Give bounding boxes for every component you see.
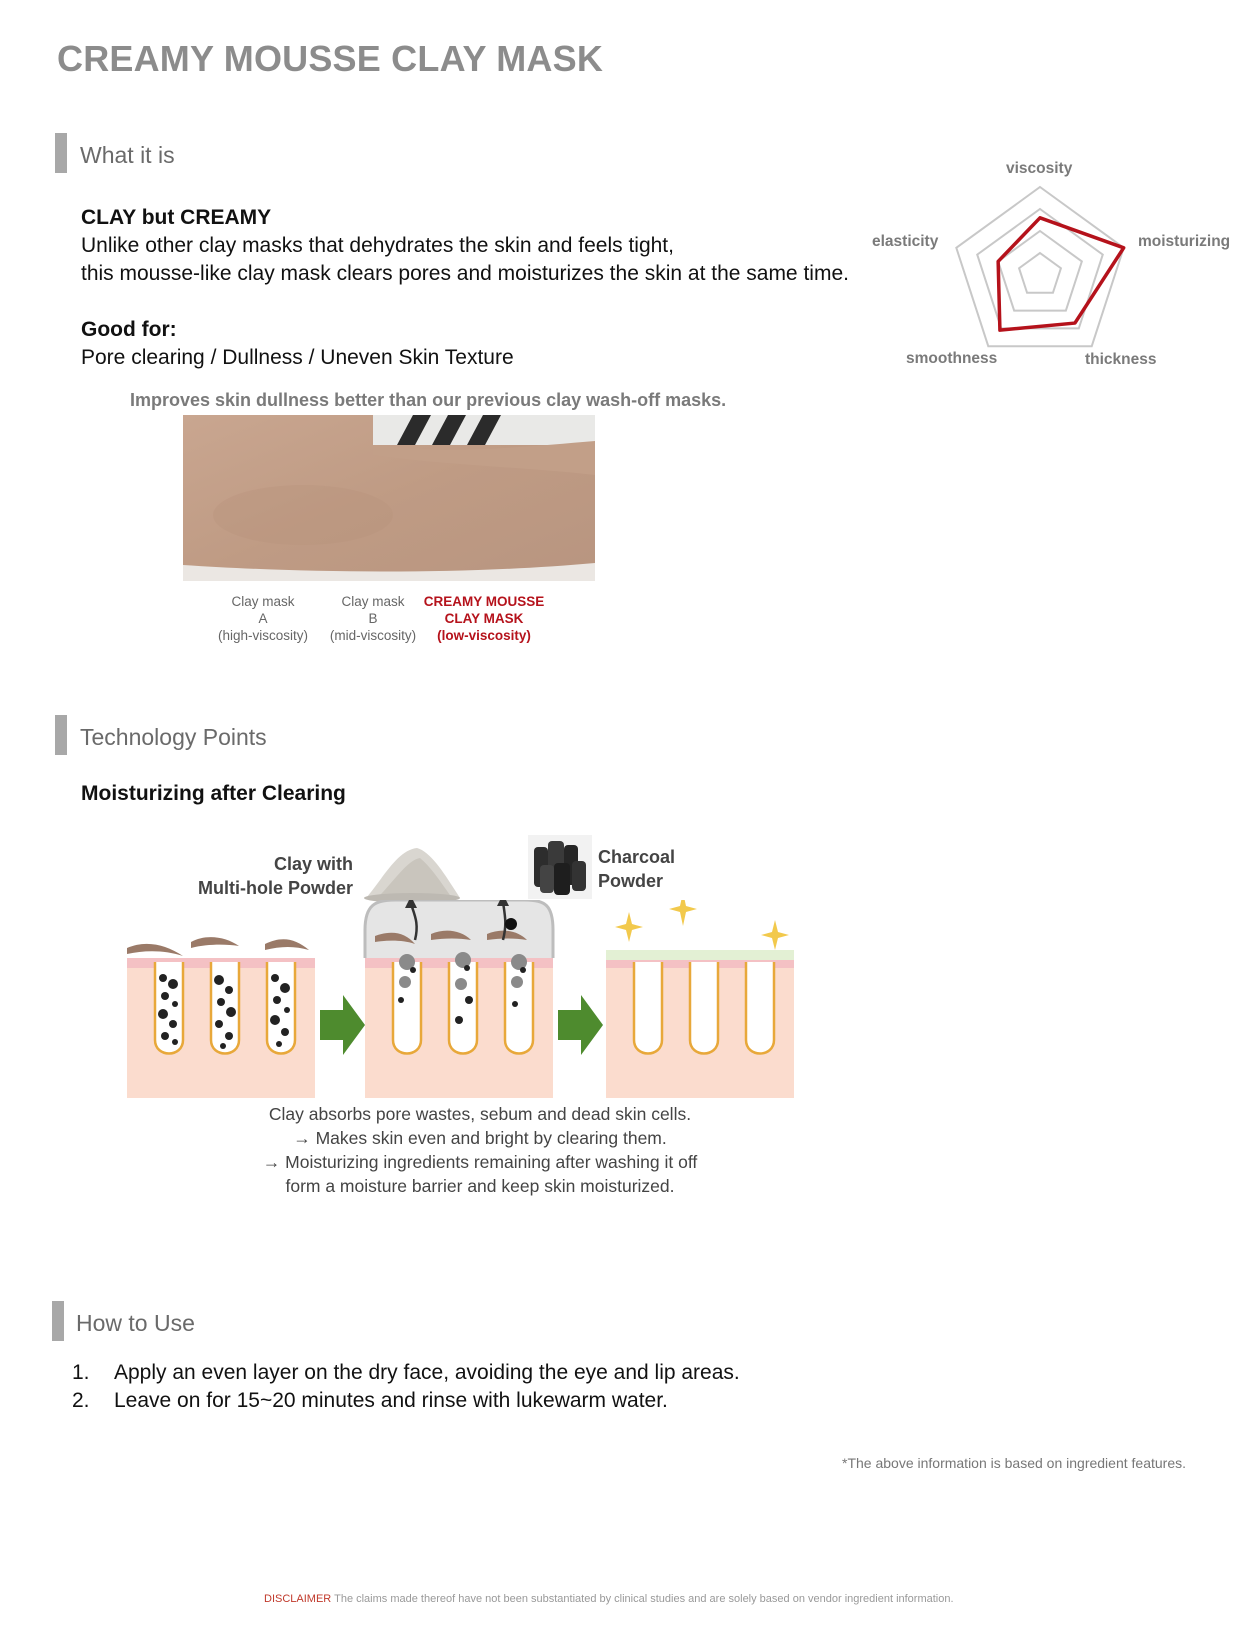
radar-chart (940, 180, 1140, 360)
radar-grid-level-2 (998, 231, 1082, 311)
process-arrow-1 (320, 995, 365, 1055)
radar-grid-level-1 (1019, 253, 1061, 293)
swatch-label-a: Clay mask A (high-viscosity) (217, 594, 309, 643)
good-for-text: Pore clearing / Dullness / Uneven Skin Texture (81, 346, 514, 369)
radar-label-moisturizing: moisturizing (1138, 233, 1231, 250)
section-heading-what-it-is: What it is (80, 142, 175, 168)
description-line-1: Unlike other clay masks that dehydrates the skin and feels tight, (81, 234, 674, 257)
skin-comparison-photo (183, 415, 595, 581)
radar-chart-svg (940, 180, 1140, 360)
ingredient-note: *The above information is based on ingredient features. (842, 1455, 1186, 1471)
panel-clogged-pores (127, 937, 315, 1098)
process-arrow-2 (558, 995, 603, 1055)
swatch-label-b: Clay mask B (mid-viscosity) (329, 594, 417, 643)
panel-moisturized (606, 900, 794, 1098)
radar-label-elasticity: elasticity (872, 233, 939, 250)
headline: CLAY but CREAMY (81, 206, 272, 229)
description-line-2: this mousse-like clay mask clears pores and moisturizes the skin at the same time. (81, 262, 849, 285)
page-title: CREAMY MOUSSE CLAY MASK (57, 38, 604, 79)
good-for-label: Good for: (81, 318, 177, 341)
section-heading-technology: Technology Points (80, 724, 267, 750)
how-to-step-2: 2. Leave on for 15~20 minutes and rinse with lukewarm water. (72, 1389, 668, 1412)
radar-label-viscosity: viscosity (1006, 160, 1073, 177)
radar-label-smoothness: smoothness (906, 350, 998, 367)
technology-explanation: Clay absorbs pore wastes, sebum and dead skin cells. → Makes skin even and bright by clearing them. → Moisturizing ingredients remaining after washing it off form a moisture barrier and keep skin moisturized. (262, 1104, 698, 1196)
charcoal-image (528, 835, 592, 899)
photo-caption: Improves skin dullness better than our previous clay wash-off masks. (130, 390, 727, 410)
clay-powder-label: Clay with Multi-hole Powder (198, 854, 353, 898)
section-heading-how-to-use: How to Use (76, 1310, 195, 1336)
technology-subheading: Moisturizing after Clearing (81, 782, 346, 805)
panel-clay-absorbing (365, 900, 553, 1098)
pore-process-diagram (125, 900, 825, 1100)
disclaimer: DISCLAIMER The claims made thereof have not been substantiated by clinical studies and are solely based on vendor ingredient information. (264, 1593, 954, 1605)
clay-powder-image (362, 840, 462, 905)
charcoal-powder-label: Charcoal Powder (598, 847, 676, 891)
radar-label-thickness: thickness (1085, 351, 1157, 368)
section-marker (55, 133, 67, 173)
section-marker (52, 1301, 64, 1341)
section-marker (55, 715, 67, 755)
swatch-label-creamy-mousse: CREAMY MOUSSE CLAY MASK (low-viscosity) (423, 594, 545, 643)
how-to-step-1: 1. Apply an even layer on the dry face, avoiding the eye and lip areas. (72, 1361, 740, 1384)
